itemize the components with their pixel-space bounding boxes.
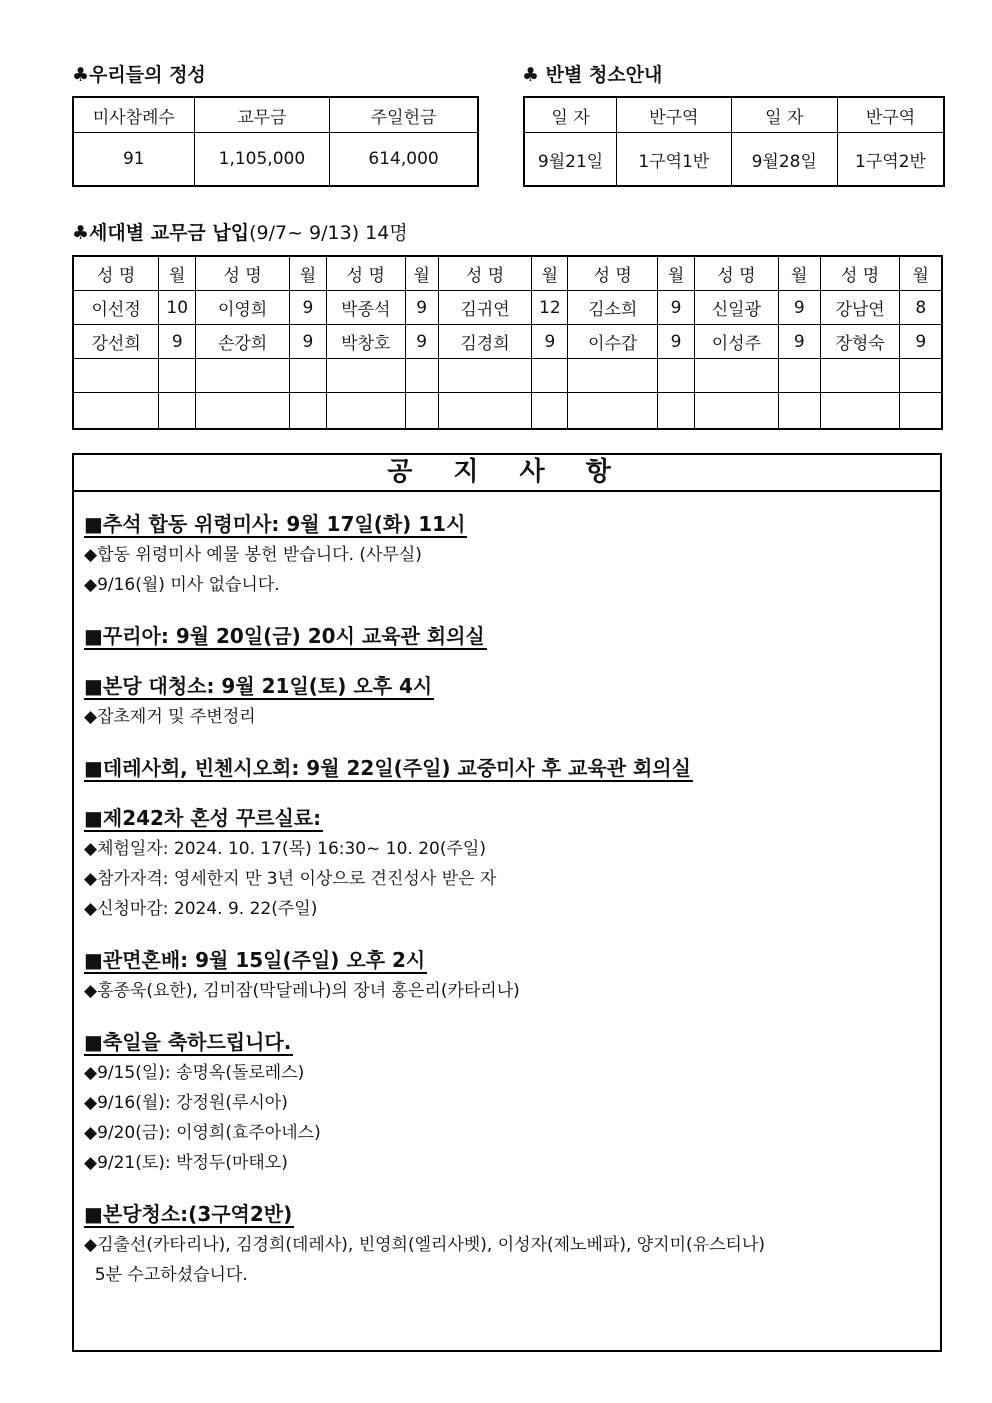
donor-month-header: 월 [405,256,438,291]
notice-item-line: ◆9/21(토): 박정두(마태오) [84,1153,288,1173]
donor-months: 9 [289,291,326,325]
notice-item-title: ■관면혼배: 9월 15일(주일) 오후 2시 [84,948,426,972]
empty-cell [405,393,438,430]
notice-item-line: ◆홍종욱(요한), 김미잠(막달레나)의 장녀 홍은리(카타리나) [84,981,520,1001]
cleaning-date: 9월28일 [731,133,838,187]
notice-item-title: ■제242차 혼성 꾸르실료: [84,806,322,830]
empty-cell [289,393,326,430]
donor-name: 강선희 [73,325,159,359]
donor-name-header: 성 명 [73,256,159,291]
donor-months: 9 [900,325,942,359]
donor-months: 9 [405,291,438,325]
donor-month-header: 월 [658,256,695,291]
notice-item-line: ◆체험일자: 2024. 10. 17(목) 16:30~ 10. 20(주일) [84,839,486,859]
offering-header: 교무금 [194,97,330,133]
donors-table [72,255,943,430]
donor-months: 9 [159,325,196,359]
donor-months: 9 [532,325,568,359]
donor-row [73,291,942,325]
notice-item-line: ◆9/20(금): 이영희(효주아네스) [84,1123,321,1143]
empty-cell [73,393,159,430]
notice-heading: 공 지 사 항 [74,455,940,492]
cleaning-header: 일 자 [731,97,838,133]
empty-cell [900,359,942,393]
notice-item [84,624,940,650]
donor-months: 8 [900,291,942,325]
notice-item [84,674,940,732]
cleaning-group: 1구역2반 [838,133,945,187]
empty-cell [658,359,695,393]
donors-title-period: (9/7~ 9/13) 14명 [249,222,408,244]
notice-item-title: ■데레사회, 빈첸시오회: 9월 22일(주일) 교중미사 후 교육관 회의실 [84,756,691,780]
donor-name: 김귀연 [438,291,532,325]
empty-cell [196,393,290,430]
donor-name-header: 성 명 [438,256,532,291]
donor-name-header: 성 명 [695,256,779,291]
donors-title-text: ♣세대별 교무금 납입 [72,222,250,244]
donor-row-empty [73,393,942,430]
notice-item [84,948,940,1006]
empty-cell [695,359,779,393]
empty-cell [532,393,568,430]
notice-item-title: ■축일을 축하드립니다. [84,1030,292,1054]
notice-item-line: ◆9/16(월) 미사 없습니다. [84,575,280,595]
offering-table [72,96,479,187]
donor-name: 김경희 [438,325,532,359]
notice-item [84,512,940,600]
cleaning-header: 반구역 [617,97,731,133]
cleaning-header: 일 자 [524,97,617,133]
cleaning-title: ♣ 반별 청소안내 [522,64,663,86]
donor-months: 9 [658,291,695,325]
notice-item-title: ■추석 합동 위령미사: 9월 17일(화) 11시 [84,512,466,536]
donor-month-header: 월 [289,256,326,291]
empty-cell [568,359,658,393]
notice-item-line: ◆김출선(카타리나), 김경희(데레사), 빈영희(엘리사벳), 이성자(제노베파), 양지미(유스티나) [84,1235,765,1255]
cleaning-date: 9월21일 [524,133,617,187]
empty-cell [778,359,820,393]
empty-cell [532,359,568,393]
notice-item [84,756,940,782]
donor-name: 장형숙 [820,325,900,359]
empty-cell [326,359,405,393]
donor-name: 이선정 [73,291,159,325]
notice-item-line: ◆신청마감: 2024. 9. 22(주일) [84,899,318,919]
donor-months: 9 [778,325,820,359]
donor-name: 김소희 [568,291,658,325]
donor-month-header: 월 [532,256,568,291]
notice-item-line: ◆9/15(일): 송명옥(돌로레스) [84,1063,305,1083]
cleaning-table [523,96,945,187]
offering-header: 주일헌금 [330,97,478,133]
donor-months: 12 [532,291,568,325]
donor-months: 9 [405,325,438,359]
notice-item [84,806,940,924]
donor-name: 박종석 [326,291,405,325]
empty-cell [159,359,196,393]
empty-cell [289,359,326,393]
empty-cell [196,359,290,393]
empty-cell [73,359,159,393]
notice-item-line: ◆참가자격: 영세한지 만 3년 이상으로 견진성사 받은 자 [84,869,497,889]
notice-item-title: ■본당 대청소: 9월 21일(토) 오후 4시 [84,674,433,698]
donor-month-header: 월 [778,256,820,291]
empty-cell [568,393,658,430]
donors-title [72,218,408,245]
empty-cell [820,393,900,430]
empty-cell [695,393,779,430]
donor-name: 강남연 [820,291,900,325]
donor-name-header: 성 명 [326,256,405,291]
donor-name: 이성주 [695,325,779,359]
notice-item-title: ■꾸리아: 9월 20일(금) 20시 교육관 회의실 [84,624,485,648]
donor-month-header: 월 [159,256,196,291]
cleaning-group: 1구역1반 [617,133,731,187]
offering-title: ♣우리들의 정성 [72,64,206,86]
donor-name: 신일광 [695,291,779,325]
donor-name: 이영희 [196,291,290,325]
empty-cell [405,359,438,393]
empty-cell [438,359,532,393]
empty-cell [658,393,695,430]
donor-months: 10 [159,291,196,325]
cleaning-header: 반구역 [838,97,945,133]
donor-row-empty [73,359,942,393]
notice-box [72,453,942,1352]
parish-dues-value: 1,105,000 [194,133,330,187]
empty-cell [820,359,900,393]
empty-cell [438,393,532,430]
donor-name: 손강희 [196,325,290,359]
donor-months: 9 [658,325,695,359]
empty-cell [900,393,942,430]
notice-item-line: ◆9/16(월): 강정원(루시아) [84,1093,288,1113]
notice-item-title: ■본당청소:(3구역2반) [84,1202,293,1226]
notice-item-line: 5분 수고하셨습니다. [84,1265,248,1285]
notice-item [84,1202,940,1290]
donor-row [73,325,942,359]
offering-header: 미사참례수 [73,97,194,133]
donor-months: 9 [289,325,326,359]
notice-item [84,1030,940,1178]
notice-item-line: ◆합동 위령미사 예물 봉헌 받습니다. (사무실) [84,545,422,565]
notice-body [74,492,940,1290]
donor-name: 박창호 [326,325,405,359]
notice-item-line: ◆잡초제거 및 주변정리 [84,707,256,727]
mass-attendance-value: 91 [73,133,194,187]
sunday-offering-value: 614,000 [330,133,478,187]
donor-name-header: 성 명 [196,256,290,291]
donor-name: 이수갑 [568,325,658,359]
donor-name-header: 성 명 [820,256,900,291]
empty-cell [326,393,405,430]
empty-cell [159,393,196,430]
donor-month-header: 월 [900,256,942,291]
donor-months: 9 [778,291,820,325]
empty-cell [778,393,820,430]
donor-name-header: 성 명 [568,256,658,291]
